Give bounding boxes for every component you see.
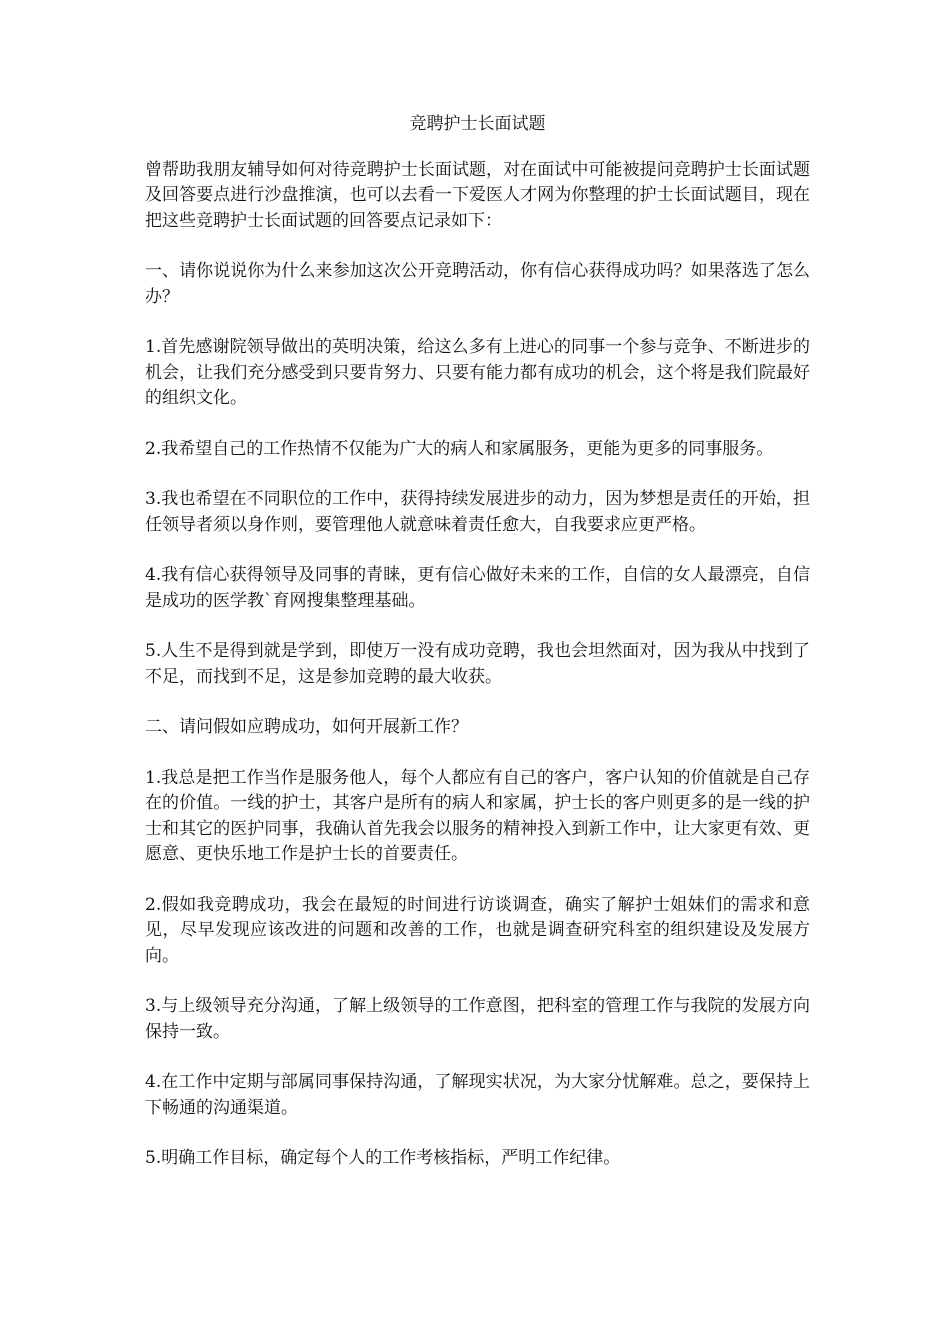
paragraph-1-3: 3.我也希望在不同职位的工作中，获得持续发展进步的动力，因为梦想是责任的开始，担任领导者须以身作则，要管理他人就意味着责任愈大，自我要求应更严格。 (145, 489, 810, 535)
paragraph-1-2: 2.我希望自己的工作热情不仅能为广大的病人和家属服务，更能为更多的同事服务。 (145, 438, 774, 459)
paragraph-2-3: 3.与上级领导充分沟通，了解上级领导的工作意图，把科室的管理工作与我院的发展方向保持一致。 (145, 996, 810, 1042)
intro-paragraph: 曾帮助我朋友辅导如何对待竞聘护士长面试题，对在面试中可能被提问竞聘护士长面试题及回答要点进行沙盘推演，也可以去看一下爱医人才网为你整理的护士长面试题目，现在把这些竞聘护士长面试题的回答要点记录如下： (145, 159, 810, 231)
paragraph-2-1: 1.我总是把工作当作是服务他人，每个人都应有自己的客户，客户认知的价值就是自己存在的价值。一线的护士，其客户是所有的病人和家属，护士长的客户则更多的是一线的护士和其它的医护同事，我确认首先我会以服务的精神投入到新工作中，让大家更有效、更愿意、更快乐地工作是护士长的首要责任。 (145, 767, 810, 864)
document-page (145, 112, 810, 1197)
paragraph-2-2: 2.假如我竞聘成功，我会在最短的时间进行访谈调查，确实了解护士姐妹们的需求和意见，尽早发现应该改进的问题和改善的工作，也就是调查研究科室的组织建设及发展方向。 (145, 894, 810, 966)
paragraph-1-1: 1.首先感谢院领导做出的英明决策，给这么多有上进心的同事一个参与竞争、不断进步的机会，让我们充分感受到只要肯努力、只要有能力都有成功的机会，这个将是我们院最好的组织文化。 (145, 337, 810, 408)
paragraph-2-5: 5.明确工作目标，确定每个人的工作考核指标，严明工作纪律。 (145, 1148, 621, 1168)
section-heading-2: 二、请问假如应聘成功，如何开展新工作？ (145, 717, 468, 737)
paragraph-1-5: 5.人生不是得到就是学到，即使万一没有成功竞聘，我也会坦然面对，因为我从中找到了不足，而找到不足，这是参加竞聘的最大收获。 (145, 641, 810, 687)
paragraph-1-4: 4.我有信心获得领导及同事的青睐，更有信心做好未来的工作，自信的女人最漂亮，自信是成功的医学教`育网搜集整理基础。 (145, 565, 810, 611)
section-heading-1: 一、请你说说你为什么来参加这次公开竞聘活动，你有信心获得成功吗？如果落选了怎么办？ (145, 261, 810, 307)
paragraph-2-4: 4.在工作中定期与部属同事保持沟通，了解现实状况，为大家分忧解难。总之，要保持上下畅通的沟通渠道。 (145, 1072, 810, 1118)
document-title: 竞聘护士长面试题 (409, 114, 546, 134)
